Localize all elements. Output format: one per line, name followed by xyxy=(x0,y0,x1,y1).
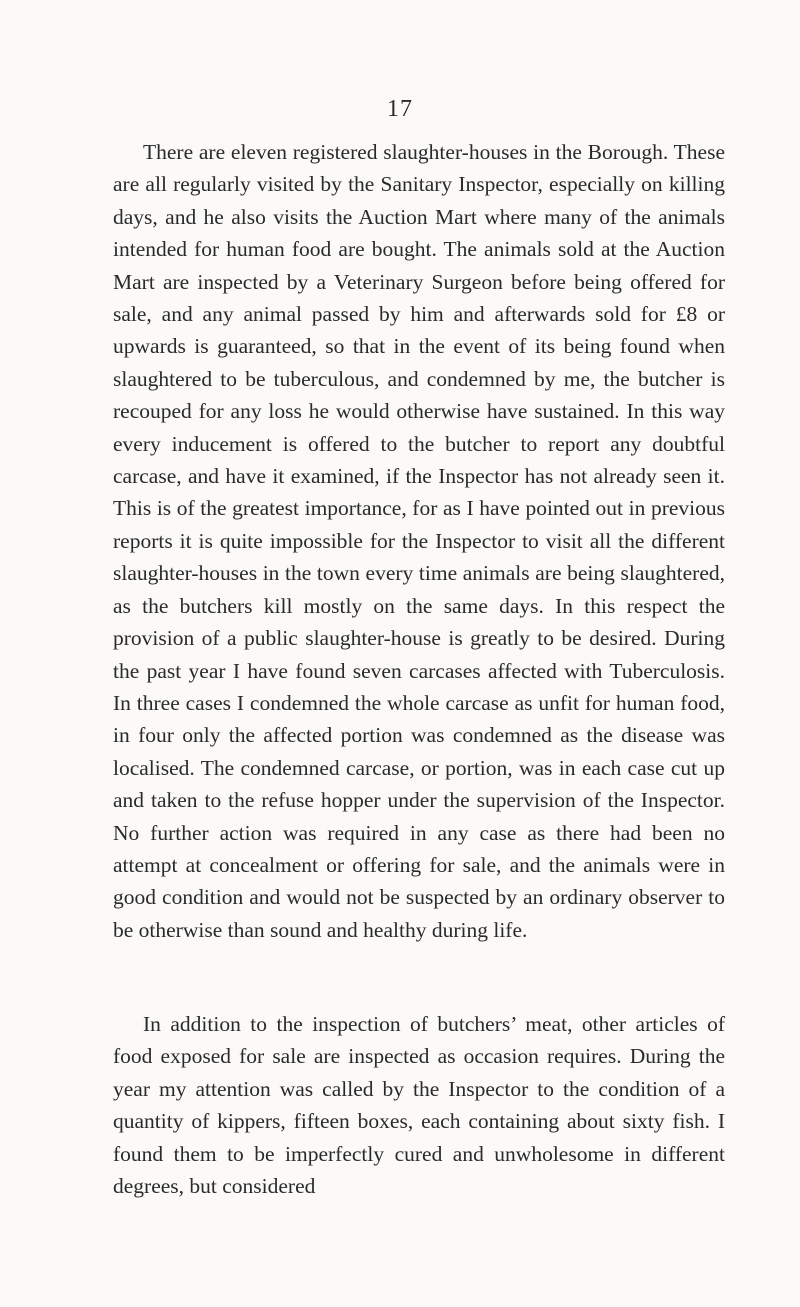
paragraph-slaughter-houses xyxy=(113,136,725,946)
paragraph-text: In addition to the inspection of butchers’ meat, other articles of food exposed for sale are inspected as occasion requires. During the year my attention was called by the Inspector to the condition of a quantity of kippers, fifteen boxes, each containing about sixty fish. I found them to be imperfectly cured and unwholesome in different degrees, but considered xyxy=(113,1012,725,1199)
paragraph-food-inspection xyxy=(113,1008,725,1202)
page-number: 17 xyxy=(387,96,413,122)
paragraph-text: There are eleven registered slaughter-houses in the Borough. These are all regularly visited by the Sanitary Inspector, especially on killing days, and he also visits the Auction Mart where many of the animals intended for human food are bought. The animals sold at the Auction Mart are inspected by a Veterinary Surgeon before being offered for sale, and any animal passed by him and afterwards sold for £8 or upwards is guaranteed, so that in the event of its being found when slaughtered to be tuberculous, and condemned by me, the butcher is recouped for any loss he would otherwise have sustained. In this way every inducement is offered to the butcher to report any doubtful carcase, and have it examined, if the Inspector has not already seen it. This is of the greatest importance, for as I have pointed out in previous reports it is quite impossible for the Inspector to visit all the different slaughter-houses in the town every time animals are being slaughtered, as the butchers kill mostly on the same days. In this respect the provision of a public slaughter-house is greatly to be desired. During the past year I have found seven carcases affected with Tuberculosis. In three cases I condemned the whole carcase as unfit for human food, in four only the affected portion was condemned as the disease was localised. The condemned carcase, or portion, was in each case cut up and taken to the refuse hopper under the supervision of the Inspector. No further action was required in any case as there had been no attempt at concealment or offering for sale, and the animals were in good condition and would not be suspected by an ordinary observer to be otherwise than sound and healthy during life. xyxy=(113,140,725,942)
